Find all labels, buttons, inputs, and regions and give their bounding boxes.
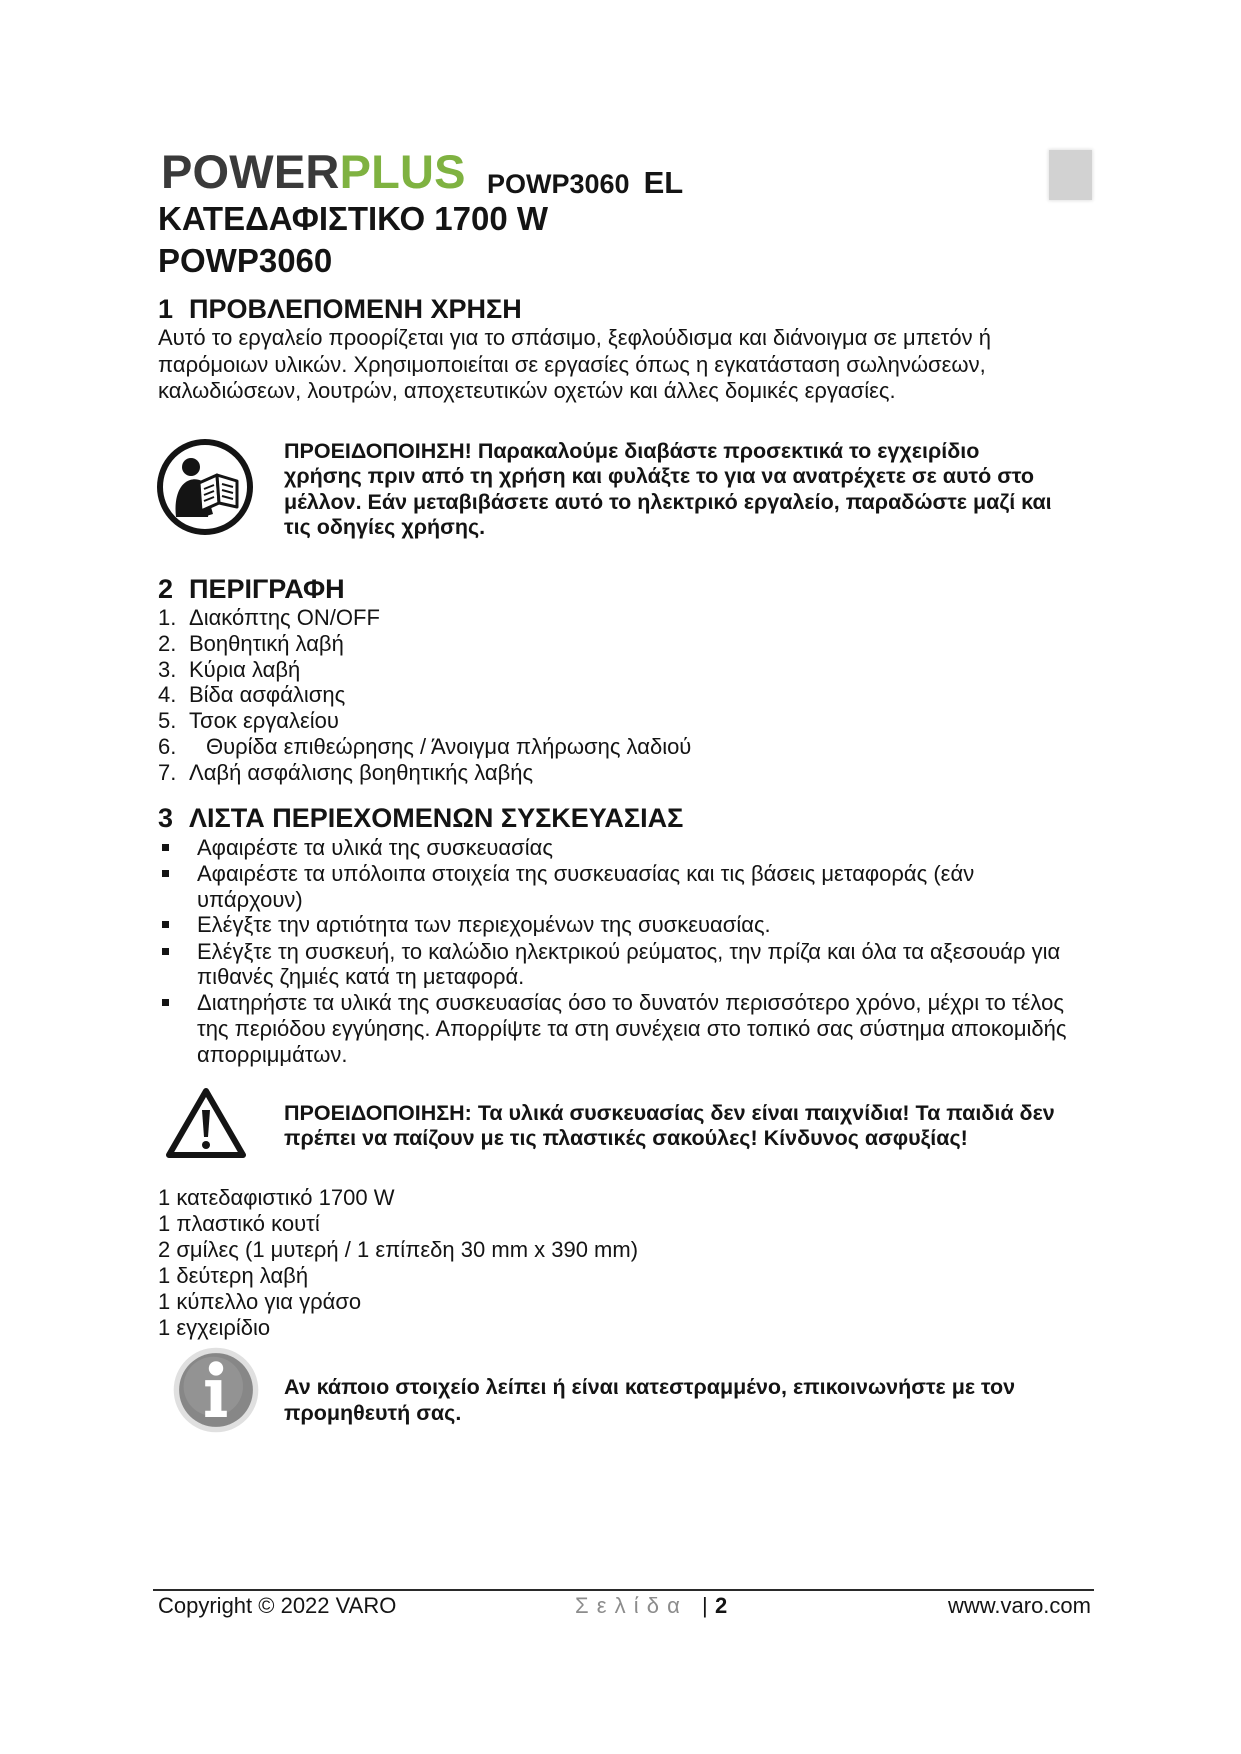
contents-item: 2 σμίλες (1 μυτερή / 1 επίπεδη 30 mm x 390 mm) (158, 1237, 639, 1262)
read-manual-icon (155, 437, 255, 537)
list-item-number: 1. (158, 605, 177, 630)
logo-text-power: POWER (161, 145, 340, 198)
bullet-item (158, 990, 1067, 1068)
missing-parts-info (284, 1374, 1015, 1426)
list-item (158, 631, 344, 657)
list-item-text: Κύρια λαβή (189, 656, 301, 682)
warning-line: τις οδηγίες χρήσης. (284, 514, 486, 539)
model-code: POWP3060 (487, 169, 630, 199)
list-item-text: Τσοκ εργαλείου (189, 708, 339, 734)
info-line: Αν κάποιο στοιχείο λείπει ή είναι κατεστραμμένο, επικοινωνήστε με τον (284, 1375, 1016, 1399)
warning-line: μέλλον. Εάν μεταβιβάσετε αυτό το ηλεκτρικό εργαλείο, παραδώστε μαζί και (284, 489, 1052, 514)
square-bullet-icon (162, 948, 169, 955)
contents-item: 1 πλαστικό κουτί (158, 1211, 320, 1236)
list-item-text: Διακόπτης ON/OFF (189, 605, 380, 630)
section-number: 1 (158, 294, 174, 324)
list-item-number: 2. (158, 630, 177, 656)
intended-use-paragraph (158, 325, 991, 405)
section-heading-intended-use (158, 292, 522, 326)
contents-item: 1 δεύτερη λαβή (158, 1263, 309, 1288)
list-item (158, 682, 345, 708)
list-item-text: Βίδα ασφάλισης (189, 682, 346, 708)
info-icon (171, 1345, 261, 1435)
bullet-line: απορριμμάτων. (197, 1042, 348, 1067)
footer-page-label: Σ ε λ ί δ α (575, 1593, 681, 1618)
footer-divider (153, 1589, 1094, 1591)
list-item-number: 7. (158, 759, 177, 785)
parts-list (158, 605, 691, 786)
package-contents-list (158, 1185, 638, 1341)
section-title: ΛΙΣΤΑ ΠΕΡΙΕΧΟΜΕΝΩΝ ΣΥΣΚΕΥΑΣΙΑΣ (189, 803, 684, 833)
language-code: EL (643, 165, 684, 200)
flag-placeholder (1049, 150, 1092, 200)
list-item-text: Λαβή ασφάλισης βοηθητικής λαβής (189, 759, 534, 785)
packaging-warning (284, 1101, 1055, 1152)
square-bullet-icon (162, 921, 169, 928)
bullet-item (158, 861, 974, 912)
section-heading-description (158, 572, 345, 606)
list-item-number: 5. (158, 708, 177, 734)
warning-line: ΠΡΟΕΙΔΟΠΟΙΗΣΗ! Παρακαλούμε διαβάστε προσεκτικά το εγχειρίδιο (284, 439, 980, 463)
list-item (158, 657, 300, 683)
product-title-line: ΚΑΤΕΔΑΦΙΣΤΙΚΟ 1700 W (158, 200, 549, 237)
section-number: 3 (158, 803, 174, 833)
list-item (158, 734, 691, 760)
section-number: 2 (158, 574, 174, 604)
bullet-line: Διατηρήστε τα υλικά της συσκευασίας όσο το δυνατόν περισσότερο χρόνο, μέχρι το τέλος (197, 990, 1064, 1015)
bullet-line: Ελέγξτε την αρτιότητα των περιεχομένων της συσκευασίας. (197, 912, 771, 937)
bullet-item (158, 912, 771, 938)
bullet-line: πιθανές ζημιές κατά τη μεταφορά. (197, 964, 525, 989)
logo-text-plus: PLUS (339, 145, 466, 198)
bullet-line: Αφαιρέστε τα υλικά της συσκευασίας (197, 835, 553, 860)
bullet-line: Ελέγξτε τη συσκευή, το καλώδιο ηλεκτρικού ρεύματος, την πρίζα και όλα τα αξεσουάρ για (197, 939, 1061, 964)
list-item (158, 708, 339, 734)
section-heading-packing-list (158, 801, 683, 835)
list-item-number: 3. (158, 656, 177, 682)
square-bullet-icon (162, 870, 169, 877)
footer-website: www.varo.com (947, 1593, 1091, 1618)
list-item-number: 6. (158, 733, 177, 759)
brand-logo (161, 145, 466, 198)
footer-page-number: 2 (715, 1593, 728, 1618)
paragraph-line: Αυτό το εργαλείο προορίζεται για το σπάσιμο, ξεφλούδισμα και διάνοιγμα σε μπετόν ή (158, 325, 991, 350)
contents-item: 1 κύπελλο για γράσο (158, 1289, 362, 1314)
product-title (158, 198, 548, 282)
product-title-line: POWP3060 (158, 242, 333, 279)
section-title: ΠΡΟΒΛΕΠΟΜΕΝΗ ΧΡΗΣΗ (189, 294, 522, 324)
bullet-line: Αφαιρέστε τα υπόλοιπα στοιχεία της συσκευασίας και τις βάσεις μεταφοράς (εάν (197, 861, 975, 886)
square-bullet-icon (162, 844, 169, 851)
paragraph-line: παρόμοιων υλικών. Χρησιμοποιείται σε εργασίες όπως η εγκατάσταση σωληνώσεων, (158, 351, 986, 377)
section-title: ΠΕΡΙΓΡΑΦΗ (189, 574, 345, 604)
contents-item: 1 εγχειρίδιο (158, 1315, 271, 1340)
list-item-text: Θυρίδα επιθεώρησης / Άνοιγμα πλήρωσης λαδιού (206, 733, 692, 759)
bullet-item (158, 939, 1060, 989)
footer-copyright: Copyright © 2022 VARO (158, 1593, 397, 1618)
list-item (158, 760, 533, 786)
square-bullet-icon (162, 999, 169, 1006)
warning-triangle-icon (165, 1086, 247, 1160)
list-item-text: Βοηθητική λαβή (189, 630, 344, 656)
paragraph-line: καλωδιώσεων, λουτρών, αποχετευτικών οχετών και άλλες δομικές εργασίες. (158, 378, 896, 403)
list-item-number: 4. (158, 682, 177, 708)
info-line: προμηθευτή σας. (284, 1401, 462, 1425)
footer-separator: | (702, 1593, 708, 1618)
bullet-item (158, 835, 553, 861)
list-item (158, 605, 380, 631)
warning-line: ΠΡΟΕΙΔΟΠΟΙΗΣΗ: Τα υλικά συσκευασίας δεν είναι παιχνίδια! Τα παιδιά δεν (284, 1101, 1055, 1125)
model-language-line (487, 165, 683, 202)
read-manual-warning (284, 439, 1052, 540)
bullet-line: της περιόδου εγγύησης. Απορρίψτε τα στη συνέχεια στο τοπικό σας σύστημα αποκομιδής (197, 1016, 1067, 1041)
contents-item: 1 κατεδαφιστικό 1700 W (158, 1185, 395, 1210)
warning-line: χρήσης πριν από τη χρήση και φυλάξτε το για να ανατρέχετε σε αυτό στο (284, 464, 1035, 489)
warning-line: πρέπει να παίζουν με τις πλαστικές σακούλες! Κίνδυνος ασφυξίας! (284, 1126, 968, 1151)
bullet-line: υπάρχουν) (197, 886, 303, 912)
